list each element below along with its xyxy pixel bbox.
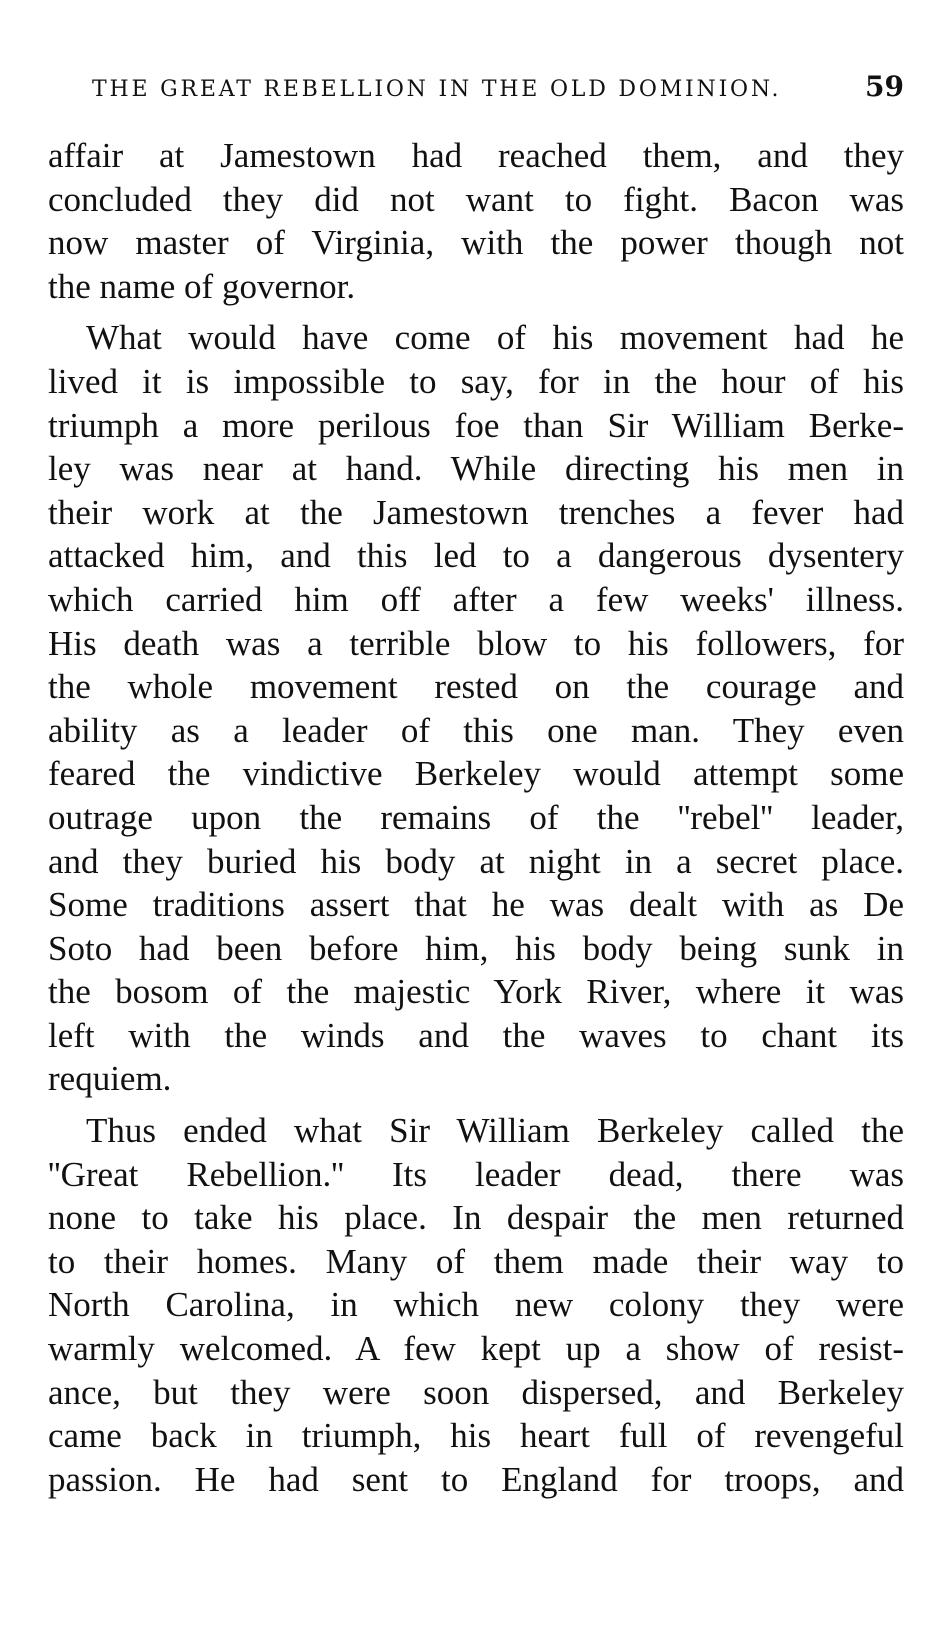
text-line: Thus ended what Sir William Berkeley called the	[86, 1111, 904, 1151]
text-line: the name of governor.	[48, 266, 356, 306]
text-line: lived it is impossible to say, for in the hour of his	[48, 361, 904, 401]
text-line: outrage upon the remains of the ''rebel'' leader,	[48, 797, 904, 837]
text-line: their work at the Jamestown trenches a fever had	[48, 492, 904, 532]
text-line: the bosom of the majestic York River, where it was	[48, 972, 904, 1012]
text-line: warmly welcomed. A few kept up a show of resist-	[48, 1329, 904, 1369]
paragraph	[48, 134, 904, 308]
text-line: Soto had been before him, his body being sunk in	[48, 928, 904, 968]
text-line: ley was near at hand. While directing his men in	[48, 449, 904, 489]
text-line: Some traditions assert that he was dealt with as De	[48, 885, 904, 925]
text-line: to their homes. Many of them made their way to	[48, 1241, 904, 1281]
page-number: 59	[865, 70, 904, 103]
text-line: ''Great Rebellion.'' Its leader dead, there was	[48, 1154, 904, 1194]
text-line: His death was a terrible blow to his followers, for	[48, 623, 904, 663]
text-line: triumph a more perilous foe than Sir William Berke-	[48, 405, 904, 445]
text-line: feared the vindictive Berkeley would attempt some	[48, 754, 904, 794]
text-line: left with the winds and the waves to chant its	[48, 1015, 904, 1055]
text-line: North Carolina, in which new colony they were	[48, 1285, 904, 1325]
text-line: none to take his place. In despair the men returned	[48, 1198, 904, 1238]
text-line: passion. He had sent to England for troops, and	[48, 1459, 904, 1499]
text-line: requiem.	[48, 1059, 172, 1099]
running-head	[48, 70, 904, 112]
text-line: and they buried his body at night in a secret place.	[48, 841, 904, 881]
paragraph	[48, 316, 904, 1101]
text-line: ability as a leader of this one man. They even	[48, 710, 904, 750]
body-text	[48, 134, 904, 1501]
text-line: concluded they did not want to fight. Bacon was	[48, 179, 904, 219]
text-line: affair at Jamestown had reached them, and they	[48, 136, 904, 175]
paragraph	[48, 1109, 904, 1501]
text-line: the whole movement rested on the courage and	[48, 667, 904, 707]
text-line: What would have come of his movement had he	[86, 318, 904, 358]
text-line: now master of Virginia, with the power though not	[48, 223, 904, 263]
text-line: ance, but they were soon dispersed, and Berkeley	[48, 1372, 904, 1412]
text-line: came back in triumph, his heart full of revengeful	[48, 1416, 904, 1456]
text-line: which carried him off after a few weeks' illness.	[48, 579, 904, 619]
text-line: attacked him, and this led to a dangerous dysentery	[48, 536, 904, 576]
running-title: THE GREAT REBELLION IN THE OLD DOMINION.	[92, 77, 782, 102]
